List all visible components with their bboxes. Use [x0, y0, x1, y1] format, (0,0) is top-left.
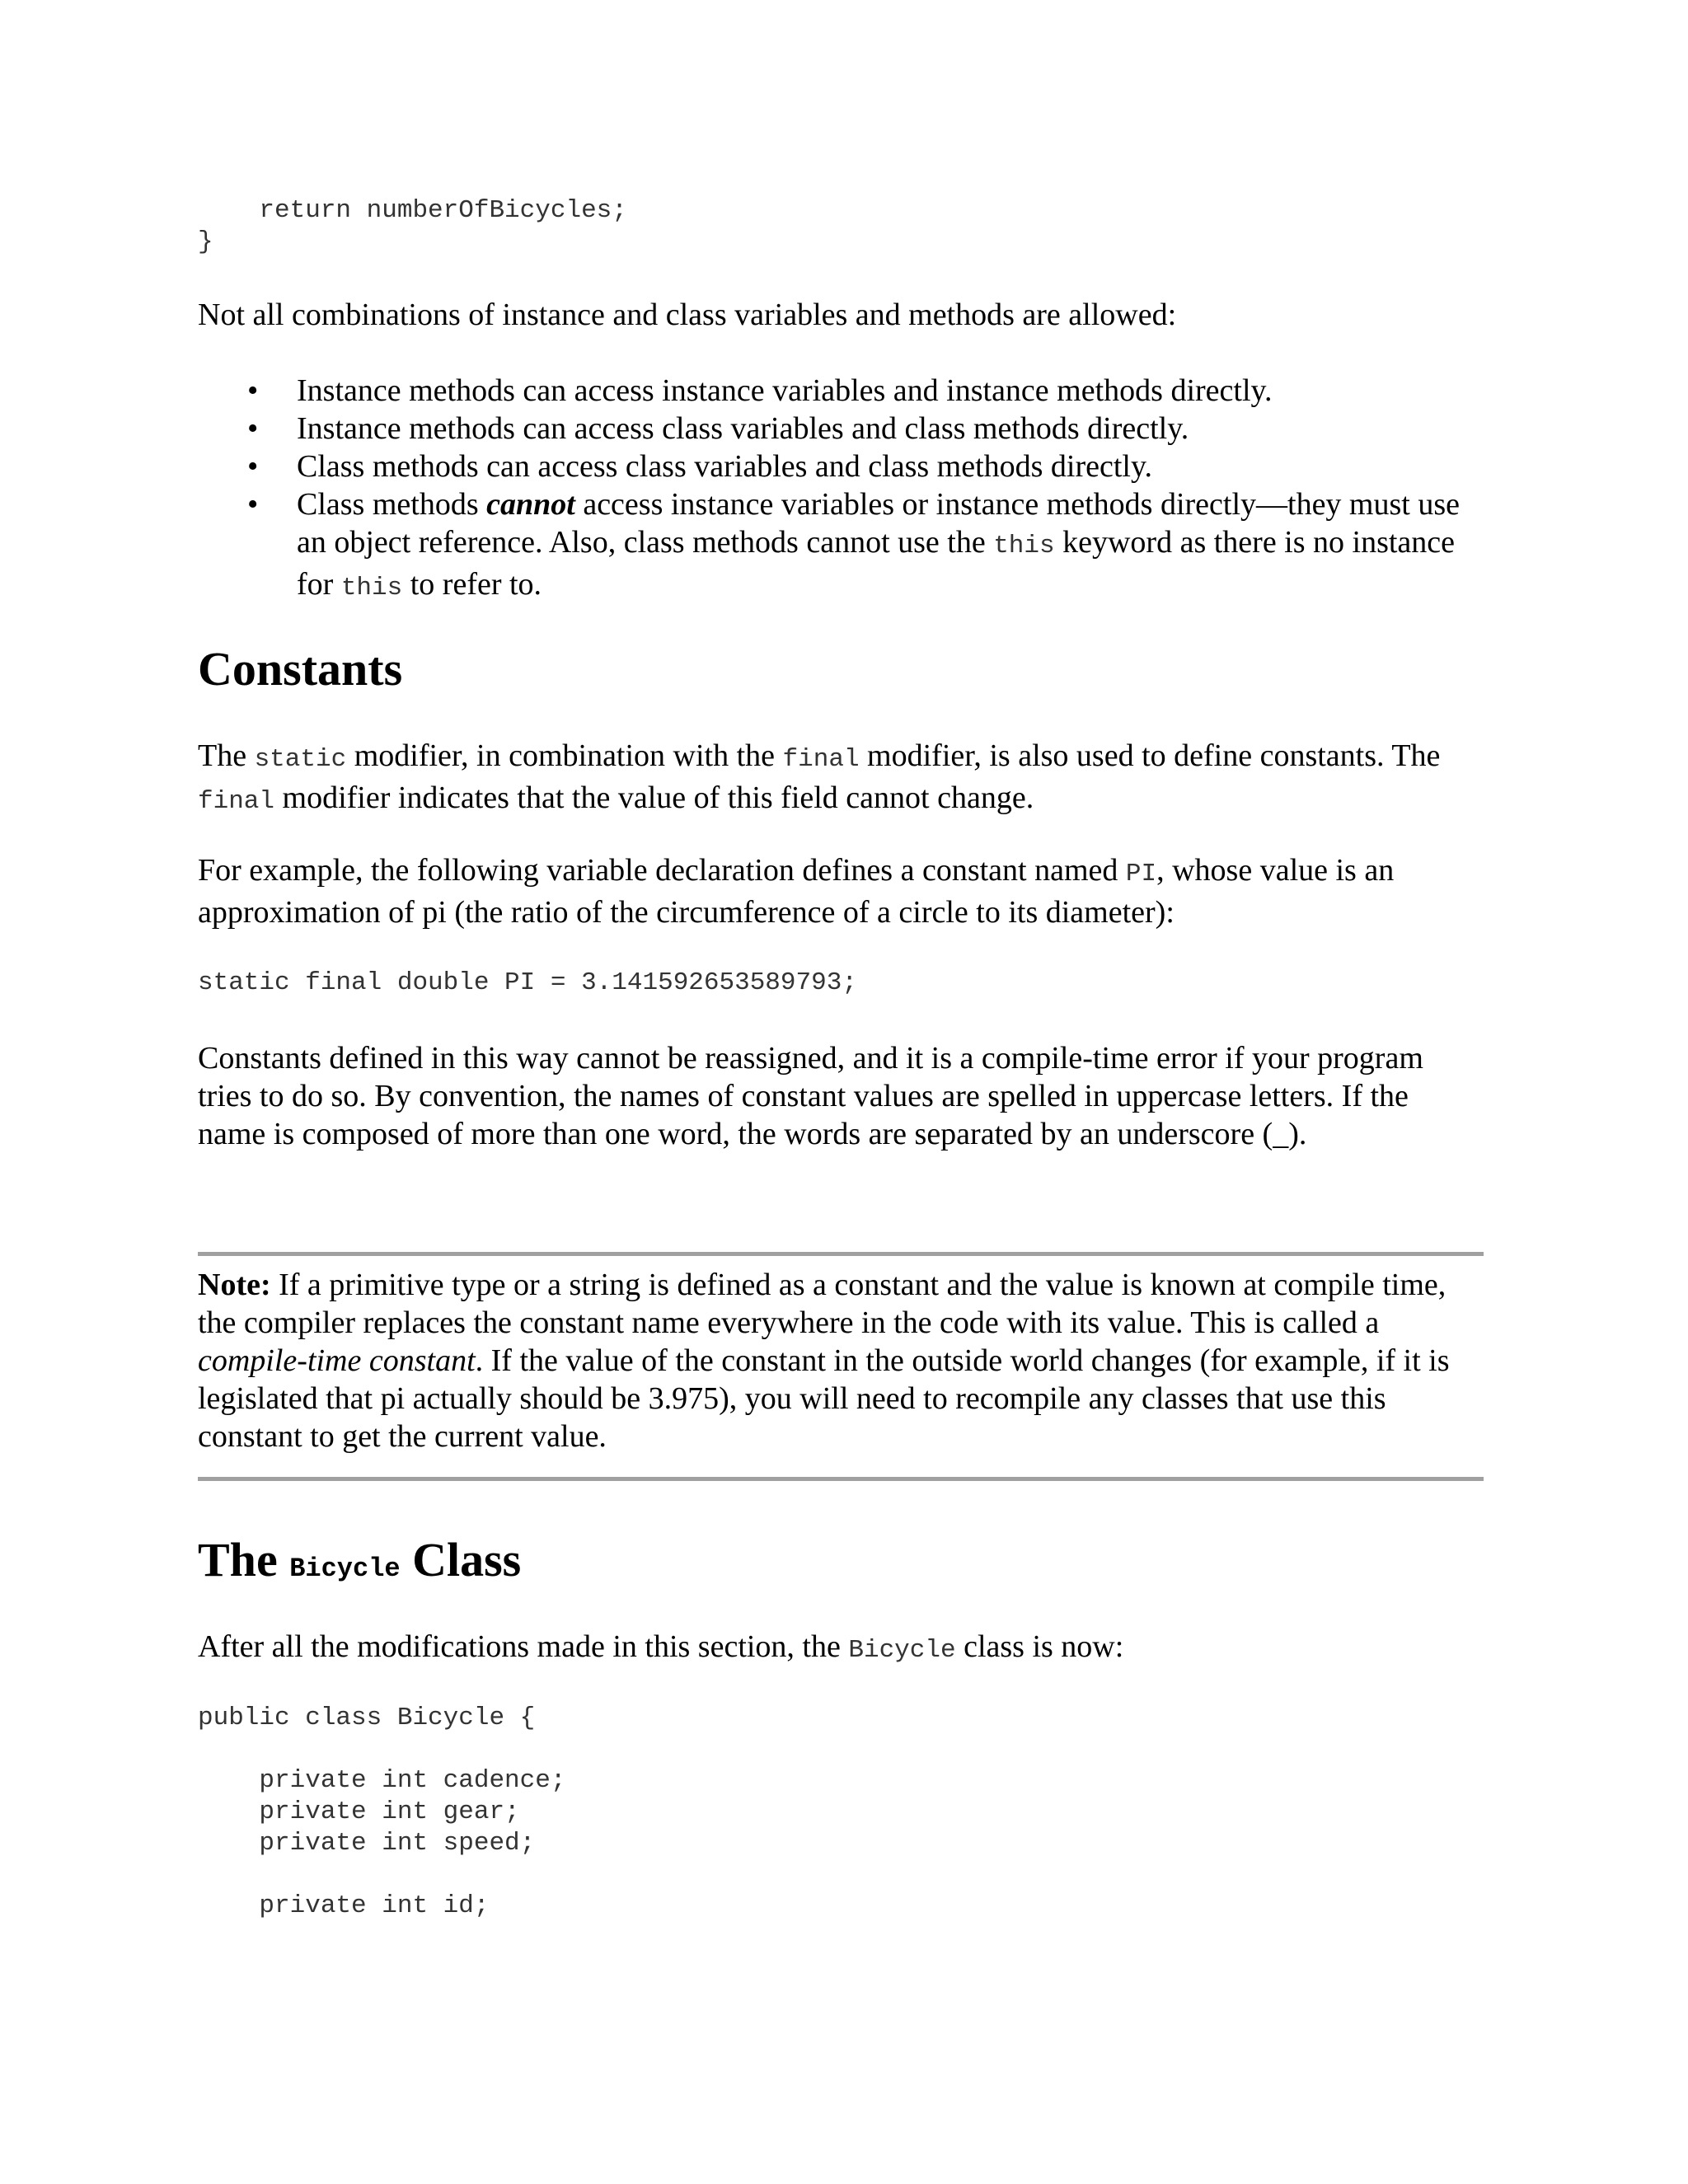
combinations-intro: Not all combinations of instance and class variables and methods are allowed: — [198, 298, 1177, 332]
code-line: private int speed; — [198, 1829, 536, 1858]
text-run: If a primitive type or a string is defined as a constant and the value is known at compile time, the compiler replaces the constant name everywhere in the code with its value. This is called a — [198, 1268, 1447, 1340]
bullet: • — [247, 373, 259, 408]
inline-code: this — [340, 574, 403, 602]
note-box — [198, 1252, 1484, 1481]
text-run: access instance variables or instance methods directly—they must use an object reference. Also, class methods cannot use the — [297, 487, 1460, 560]
code-line-pi: static final double PI = 3.141592653589793; — [198, 968, 857, 997]
text-run: modifier, in combination with the — [346, 738, 783, 773]
section-heading-bicycle — [198, 1531, 521, 1598]
code-line: public class Bicycle { — [198, 1704, 536, 1732]
heading-text: Class — [400, 1533, 522, 1586]
text-run: After all the modifications made in this section, the — [198, 1629, 849, 1664]
list-item — [198, 410, 1484, 448]
code-block-return — [198, 195, 627, 258]
text-run: modifier indicates that the value of this field cannot change. — [274, 780, 1034, 815]
constants-paragraph-2 — [198, 851, 1484, 931]
list-item — [198, 448, 1484, 485]
text-run: For example, the following variable declaration defines a constant named — [198, 853, 1126, 888]
text-run: . If the value of the constant in the outside world changes (for example, if it is legislated that pi actually should be 3.975), you will need to recompile any classes that use this constant to get the current value. — [198, 1343, 1450, 1454]
text-run: class is now: — [955, 1629, 1124, 1664]
section-heading-constants: Constants — [198, 642, 403, 696]
inline-code: Bicycle — [848, 1636, 956, 1665]
bullet: • — [247, 449, 259, 484]
constants-paragraph-3: Constants defined in this way cannot be reassigned, and it is a compile-time error if your program tries to do so. By convention, the names of constant values are spelled in uppercase letters. If the name is composed of more than one word, the words are separated by an underscore (_). — [198, 1041, 1423, 1151]
text-run: modifier, is also used to define constants. The — [859, 738, 1441, 773]
text-run: The — [198, 738, 255, 773]
inline-code: PI — [1125, 860, 1157, 888]
list-item-text: Class methods can access class variables and class methods directly. — [297, 449, 1153, 484]
list-item-text: Instance methods can access instance variables and instance methods directly. — [297, 373, 1273, 408]
list-item — [198, 485, 1484, 607]
bicycle-intro — [198, 1628, 1484, 1670]
code-block-bicycle — [198, 1703, 565, 1922]
note-label: Note: — [198, 1268, 271, 1302]
code-line: } — [198, 227, 213, 256]
code-blank-line — [198, 1859, 565, 1891]
text-run: , whose value is an approximation of pi (the ratio of the circumference of a circle to its diameter): — [198, 853, 1395, 930]
code-blank-line — [198, 1734, 565, 1765]
code-line: return numberOfBicycles; — [198, 196, 627, 225]
heading-code: Bicycle — [289, 1554, 401, 1584]
inline-code: this — [993, 532, 1055, 560]
inline-code: final — [198, 787, 275, 816]
rules-list — [198, 372, 1484, 607]
text-run: to refer to. — [402, 567, 542, 602]
emphasis-term: compile-time constant — [198, 1343, 476, 1378]
list-item-text: Instance methods can access class variables and class methods directly. — [297, 411, 1189, 446]
inline-code: final — [782, 745, 860, 774]
list-item-text — [297, 487, 1460, 602]
text-run: Class methods — [297, 487, 487, 522]
heading-text: The — [198, 1533, 290, 1586]
constants-paragraph-1 — [198, 737, 1484, 821]
bullet: • — [247, 411, 259, 446]
code-line: private int id; — [198, 1891, 490, 1920]
inline-code: static — [254, 745, 347, 774]
note-text — [198, 1266, 1484, 1455]
code-line: private int gear; — [198, 1797, 520, 1826]
emphasis-cannot: cannot — [486, 487, 575, 522]
list-item — [198, 372, 1484, 410]
bullet: • — [247, 487, 259, 522]
code-line: private int cadence; — [198, 1766, 566, 1795]
text-run: keyword as there is no instance for — [297, 525, 1456, 602]
